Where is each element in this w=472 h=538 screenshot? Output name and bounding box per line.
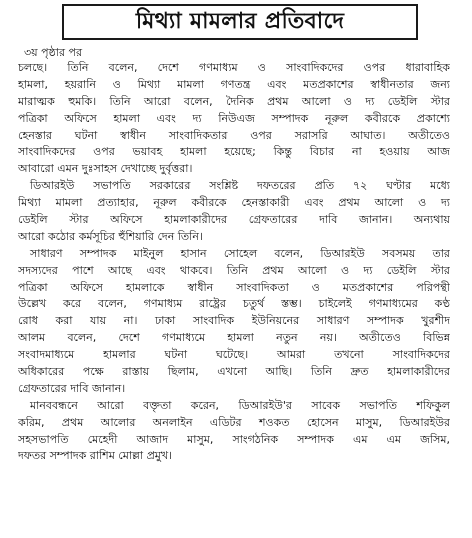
text-line: পত্রিকা অফিসে হামলা এবং দ্য নিউএজ সম্পাদক নূরুল কবীরকে প্রকাশ্যে (18, 111, 450, 125)
article-body (18, 60, 450, 465)
text-line: মারাত্মক হুমকি। তিনি আরো বলেন, দৈনিক প্রথম আলো ও দ্য ডেইলি স্টার (18, 94, 450, 108)
text-line: রোধ করা যায় না। ঢাকা সাংবাদিক ইউনিয়নের সাধারণ সম্পাদক খুরশীদ (18, 314, 450, 328)
text-line: সহসভাপতি মেহেদী আজাদ মাসুম, সাংগঠনিক সম্পাদক এম এম জসিম, (18, 432, 450, 446)
text-line: চলছে। তিনি বলেন, দেশে গণমাধ্যম ও সাংবাদিকদের ওপর ধারাবাহিক (18, 61, 450, 74)
text-line: দফতর সম্পাদক রাশিম মোল্লা প্রমুখ। (18, 449, 173, 463)
text-line: হেনস্তার ঘটনা স্বাধীন সাংবাদিকতার ওপর সরাসরি আঘাত। অতীতেও (18, 128, 450, 142)
text-line: সংবাদমাধ্যমে হামলার ঘটনা ঘটেছে। আমরা তখনো সাংবাদিকদের (18, 348, 450, 362)
text-line: সাংবাদিকদের ওপর ভয়াবহ হামলা হয়েছে; কিন্তু বিচার না হওয়ায় আজ (18, 145, 450, 159)
text-line: গ্রেফতারের দাবি জানান। (18, 381, 126, 395)
paragraph (18, 60, 450, 178)
text-line: অধিকারের পক্ষে রাস্তায় ছিলাম, এখনো আছি। তিনি দ্রুত হামলাকারীদের (18, 365, 450, 379)
text-line: করিম, প্রথম আলোর অনলাইন এডিটর শওকত হোসেন মাসুম, ডিআরইউর (18, 415, 450, 429)
text-line: সদস্যদের পাশে আছে এবং থাকবে। তিনি প্রথম আলো ও দ্য ডেইলি স্টার (18, 263, 450, 277)
text-line: আরো কঠোর কর্মসূচির হুঁশিয়ারি দেন তিনি। (18, 229, 203, 243)
paragraph (18, 246, 450, 398)
text-line: মিথ্যা মামলা প্রত্যাহার, নূরুল কবীরকে হেনস্তাকারী এবং প্রথম আলো ও দ্য (18, 196, 450, 210)
continued-from-label: ৩য় পৃষ্ঠার পর (24, 46, 83, 59)
text-line: উল্লেখ করে বলেন, গণমাধ্যম রাষ্ট্রের চতুর্থ স্তম্ভ। চাইলেই গণমাধ্যমের কণ্ঠ (18, 297, 450, 311)
text-line: সাধারণ সম্পাদক মাইনুল হাসান সোহেল বলেন, ডিআরইউ সবসময় তার (30, 246, 450, 260)
text-line: মানববন্ধনে আরো বক্তৃতা করেন, ডিআরইউ'র সাবেক সভাপতি শফিকুল (30, 398, 450, 412)
paragraph (18, 178, 450, 246)
text-line: ডিআরইউ সভাপতি সরকারের সংশ্লিষ্ট দফতরের প্রতি ৭২ ঘণ্টার মধ্যে (30, 179, 450, 193)
text-line: আবারো এমন দুঃসাহস দেখাচ্ছে দুর্বৃত্তরা। (18, 162, 193, 176)
text-line: হামলা, হয়রানি ও মিথ্যা মামলা গণতন্ত্র এবং মতপ্রকাশের স্বাধীনতার জন্য (18, 77, 450, 91)
text-line: আলম বলেন, দেশে গণমাধ্যমে হামলা নতুন নয়। অতীতেও বিভিন্ন (18, 331, 450, 345)
text-line: পত্রিকা অফিসে হামলাকে স্বাধীন সাংবাদিকতা ও মতপ্রকাশের পরিপন্থী (18, 280, 450, 294)
paragraph (18, 398, 450, 466)
headline: মিথ্যা মামলার প্রতিবাদে (62, 4, 418, 40)
text-line: ডেইলি স্টার অফিসে হামলাকারীদের গ্রেফতারের দাবি জানান। অন্যথায় (18, 213, 450, 227)
